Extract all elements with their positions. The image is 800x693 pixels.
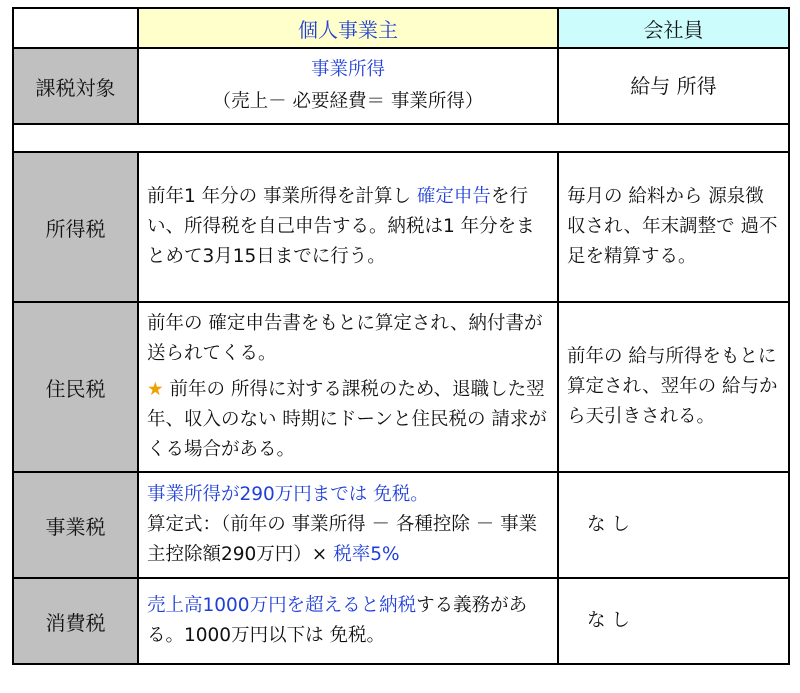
kakutei-shinkoku-link[interactable]: 確定申告 [416, 186, 491, 207]
taxable-individual-line1: 事業所得 [310, 59, 385, 80]
business-tax-rate: 税率5% [333, 544, 400, 565]
consumption-tax-employee-cell: な し [558, 578, 789, 664]
header-row [13, 8, 789, 48]
resident-tax-individual-para1: 前年の 確定申告書をもとに算定され、納付書が送られてくる。 [147, 313, 543, 364]
resident-tax-employee-cell: 前年の 給与所得をもとに算定され、翌年の 給与から天引きされる。 [558, 302, 789, 472]
label-income-tax: 所得税 [13, 152, 138, 302]
income-tax-individual-cell [138, 152, 558, 302]
tax-comparison-table [12, 7, 790, 665]
business-tax-exemption: 事業所得が290万円までは 免税。 [147, 484, 429, 505]
consumption-tax-individual-cell [138, 578, 558, 664]
label-consumption-tax: 消費税 [13, 578, 138, 664]
income-tax-individual-text2: を行い、所得税を自己申告する。納税は1 年分をまとめて3月15日までに行う。 [147, 186, 535, 267]
business-tax-individual-cell [138, 472, 558, 578]
label-taxable: 課税対象 [13, 48, 138, 124]
header-employee: 会社員 [558, 8, 789, 48]
separator-cell [13, 124, 789, 152]
income-tax-individual-text1: 前年1 年分の 事業所得を計算し [147, 186, 417, 207]
consumption-tax-threshold: 売上高1000万円を超えると納税 [147, 595, 417, 616]
business-tax-employee-cell: な し [558, 472, 789, 578]
resident-tax-individual-para2: 前年の 所得に対する課税のため、退職した翌年、収入のない 時期にドーンと住民税の 請求がくる場合がある。 [147, 379, 547, 460]
star-icon: ★ [147, 379, 164, 400]
label-business-tax: 事業税 [13, 472, 138, 578]
taxable-individual-cell [138, 48, 558, 124]
taxable-individual-line2: （売上－ 必要経費＝ 事業所得） [212, 91, 484, 112]
resident-tax-individual-cell [138, 302, 558, 472]
row-income-tax [13, 152, 789, 302]
income-tax-employee-cell: 毎月の 給料から 源泉徴収され、年末調整で 過不足を精算する。 [558, 152, 789, 302]
row-taxable [13, 48, 789, 124]
header-individual: 個人事業主 [138, 8, 558, 48]
consumption-tax-rest: する義務がある。1000万円以下は 免税。 [147, 595, 528, 646]
row-business-tax [13, 472, 789, 578]
label-resident-tax: 住民税 [13, 302, 138, 472]
separator-row [13, 124, 789, 152]
row-resident-tax [13, 302, 789, 472]
resident-tax-individual-para2-wrap [147, 375, 549, 465]
taxable-employee-cell: 給与 所得 [558, 48, 789, 124]
business-tax-formula-wrap [147, 510, 549, 570]
row-consumption-tax [13, 578, 789, 664]
business-tax-formula: 算定式：（前年の 事業所得 － 各種控除 － 事業主控除額290万円）× [147, 514, 538, 565]
header-corner-cell [13, 8, 138, 48]
